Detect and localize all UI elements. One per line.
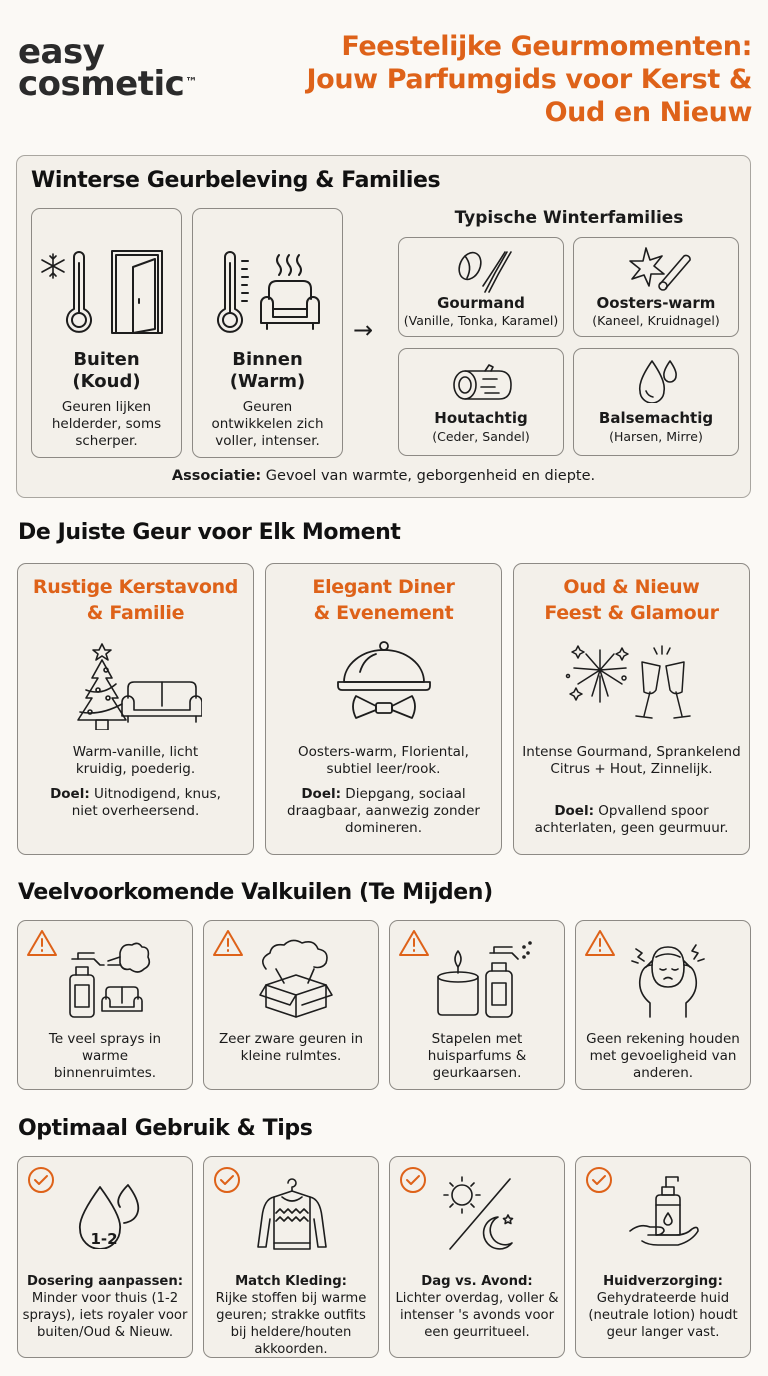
family-card-hout: [398, 348, 564, 456]
star-anise-cinnamon-icon: [624, 244, 694, 294]
spray-sofa-icon: [64, 939, 174, 1019]
dosage-label: 1-2: [90, 1230, 118, 1248]
family-examples: (Vanille, Tonka, Karamel): [403, 313, 559, 328]
moment-goal: Doel: Diepgang, sociaal draagbaar, aanwezig zonder domineren.: [287, 786, 480, 836]
brand-line1: easy: [18, 32, 105, 72]
arrow-icon: →: [353, 316, 374, 344]
tip-card: [389, 1156, 565, 1358]
winter-panel: [16, 155, 751, 498]
check-icon: [584, 1165, 614, 1195]
moment-description: Oosters-warm, Floriental, subtiel leer/rook.: [298, 744, 469, 777]
tip-text: Match Kleding: Rijke stoffen bij warme geuren; strakke outfits bij heldere/houten akkoorden.: [215, 1274, 367, 1357]
box-cloud-icon: [256, 939, 336, 1019]
pitfall-card: [203, 920, 379, 1090]
armchair-steam-icon: [255, 247, 325, 337]
inside-card: [192, 208, 343, 458]
family-name: Oosters-warm: [596, 294, 716, 312]
pitfall-card: [389, 920, 565, 1090]
outside-card: [31, 208, 182, 458]
tip-card: [575, 1156, 751, 1358]
moment-description: Intense Gourmand, Sprankelend Citrus + Hout, Zinnelijk.: [522, 744, 741, 777]
inside-title: Binnen (Warm): [229, 349, 306, 392]
fireworks-champagne-icon: [564, 640, 704, 730]
family-card-oosters: [573, 237, 739, 337]
family-card-gourmand: [398, 237, 564, 337]
open-door-icon: [107, 247, 167, 337]
log-icon: [451, 363, 515, 403]
cloche-bowtie-icon: [334, 640, 434, 730]
association-text: Associatie: Gevoel van warmte, geborgenheid en diepte.: [171, 468, 596, 484]
headache-person-icon: [622, 939, 712, 1019]
check-icon: [26, 1165, 56, 1195]
family-name: Houtachtig: [434, 409, 528, 427]
family-examples: (Ceder, Sandel): [432, 429, 530, 444]
families-title: Typische Winterfamilies: [454, 208, 684, 228]
candle-spray-icon: [434, 939, 534, 1019]
family-examples: (Kaneel, Kruidnagel): [592, 313, 720, 328]
thermometer-icon: [64, 249, 94, 339]
trademark: ™: [185, 75, 197, 89]
winter-title: Winterse Geurbeleving & Families: [31, 168, 441, 193]
inside-body: Geuren ontwikkelen zich voller, intenser.: [211, 399, 324, 449]
warning-icon: [584, 929, 616, 957]
sun-moon-icon: [440, 1173, 520, 1253]
family-name: Gourmand: [437, 294, 525, 312]
tips-title: Optimaal Gebruik & Tips: [18, 1116, 313, 1141]
moment-goal: Doel: Opvallend spoor achterlaten, geen geurmuur.: [534, 803, 729, 836]
tip-text: Dag vs. Avond: Lichter overdag, voller & intenser 's avonds voor een geurritueel.: [395, 1274, 559, 1340]
sweater-hanger-icon: [252, 1171, 332, 1255]
check-icon: [212, 1165, 242, 1195]
pitfall-text: Te veel sprays in warme binnenruimtes.: [48, 1031, 162, 1081]
check-icon: [398, 1165, 428, 1195]
lotion-hand-icon: [626, 1173, 706, 1253]
tip-card: [17, 1156, 193, 1358]
pitfall-card: [575, 920, 751, 1090]
coffee-bean-vanilla-icon: [453, 246, 513, 296]
outside-body: Geuren lijken helderder, soms scherper.: [51, 399, 162, 449]
moment-title: Elegant Diner & Evenement: [312, 576, 455, 624]
moment-card-kerst: [17, 563, 254, 855]
moment-goal: Doel: Uitnodigend, knus, niet overheersend.: [50, 786, 221, 819]
drops-icon: [636, 357, 680, 403]
thermometer-icon: [215, 249, 255, 339]
moment-title: Oud & Nieuw Feest & Glamour: [544, 576, 719, 624]
pitfall-card: [17, 920, 193, 1090]
christmas-tree-sofa-icon: [72, 640, 202, 730]
page-title: Feestelijke Geurmomenten: Jouw Parfumgids voor Kerst & Oud en Nieuw: [306, 31, 752, 128]
pitfalls-title: Veelvoorkomende Valkuilen (Te Mijden): [18, 880, 493, 905]
family-name: Balsemachtig: [598, 409, 714, 427]
pitfall-text: Geen rekening houden met gevoeligheid van anderen.: [586, 1031, 740, 1081]
moment-card-oudnieuw: [513, 563, 750, 855]
warning-icon: [26, 929, 58, 957]
tip-text: Dosering aanpassen: Minder voor thuis (1-2 sprays), iets royaler voor buiten/Oud & Nieuw.: [22, 1274, 188, 1340]
family-card-balsem: [573, 348, 739, 456]
moments-title: De Juiste Geur voor Elk Moment: [18, 520, 401, 545]
pitfall-text: Stapelen met huisparfums & geurkaarsen.: [427, 1031, 527, 1081]
warning-icon: [212, 929, 244, 957]
tip-card: [203, 1156, 379, 1358]
moment-description: Warm-vanille, licht kruidig, poederig.: [72, 744, 199, 777]
pitfall-text: Zeer zware geuren in kleine rulmtes.: [218, 1031, 364, 1064]
warning-icon: [398, 929, 430, 957]
moment-title: Rustige Kerstavond & Familie: [32, 576, 239, 624]
brand-logo: [18, 32, 197, 104]
family-examples: (Harsen, Mirre): [609, 429, 703, 444]
moment-card-diner: [265, 563, 502, 855]
tip-text: Huidverzorging: Gehydrateerde huid (neutrale lotion) houdt geur langer vast.: [588, 1274, 738, 1340]
brand-line2: cosmetic: [18, 64, 185, 104]
outside-title: Buiten (Koud): [72, 349, 141, 392]
